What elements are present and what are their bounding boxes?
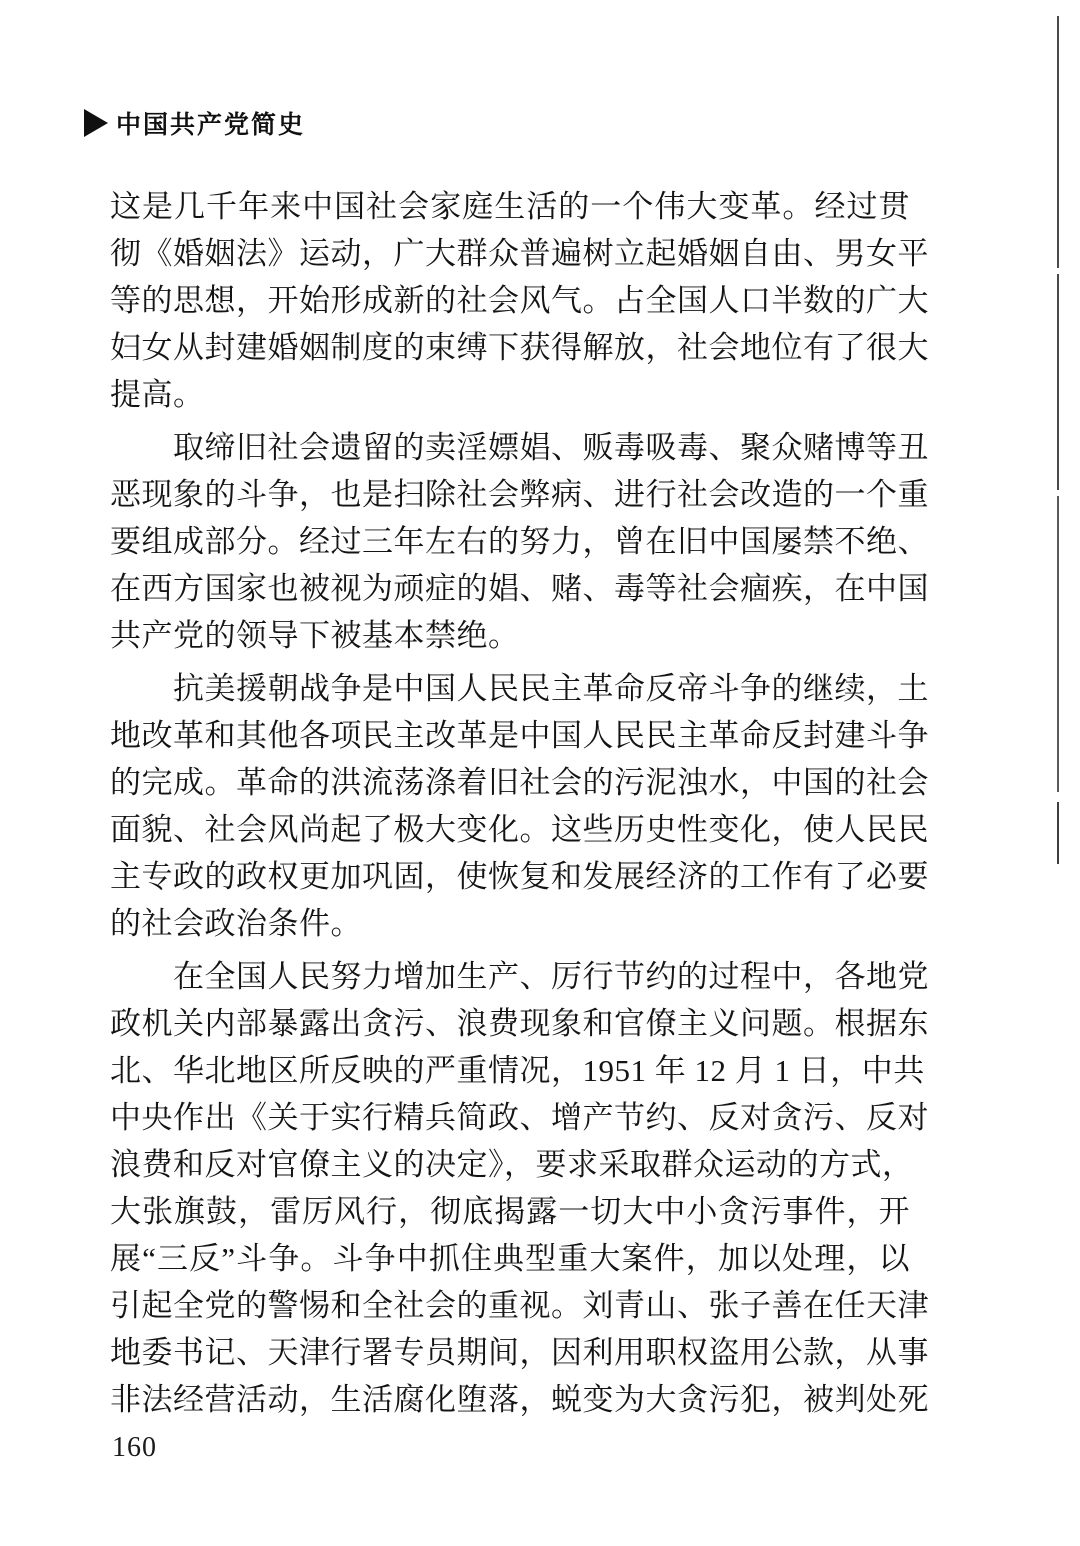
paragraph [110,183,929,418]
text-line: 非法经营活动，生活腐化堕落，蜕变为大贪污犯，被判处死 [110,1382,929,1417]
scan-artifact-line [1057,802,1059,864]
text-line: 浪费和反对官僚主义的决定》，要求采取群众运动的方式， [110,1147,914,1182]
text-line: 取缔旧社会遗留的卖淫嫖娼、贩毒吸毒、聚众赌博等丑 [173,430,929,465]
scan-artifact-line [1057,496,1059,792]
scan-artifact-line [1057,274,1059,490]
text-line: 妇女从封建婚姻制度的束缚下获得解放，社会地位有了很大 [110,330,929,365]
text-line: 要组成部分。经过三年左右的努力，曾在旧中国屡禁不绝、 [110,524,929,559]
text-line: 中央作出《关于实行精兵简政、增产节约、反对贪污、反对 [110,1100,929,1135]
page-number: 160 [112,1432,157,1463]
text-line: 在全国人民努力增加生产、厉行节约的过程中，各地党 [173,959,929,994]
running-header [84,105,305,141]
text-line: 地改革和其他各项民主改革是中国人民民主革命反封建斗争 [110,718,929,753]
text-line: 提高。 [110,377,205,412]
text-line: 共产党的领导下被基本禁绝。 [110,618,520,653]
text-line: 的社会政治条件。 [110,906,362,941]
text-line: 在西方国家也被视为顽症的娼、赌、毒等社会痼疾，在中国 [110,571,929,606]
paragraph [110,953,929,1423]
book-title: 中国共产党简史 [116,111,306,139]
text-line: 政机关内部暴露出贪污、浪费现象和官僚主义问题。根据东 [110,1006,929,1041]
text-line: 大张旗鼓，雷厉风行，彻底揭露一切大中小贪污事件，开 [110,1194,910,1229]
paragraph [110,665,929,947]
text-line: 地委书记、天津行署专员期间，因利用职权盗用公款，从事 [110,1335,929,1370]
text-line: 主专政的政权更加巩固，使恢复和发展经济的工作有了必要 [110,859,929,894]
text-line: 北、华北地区所反映的严重情况，1951 年 12 月 1 日，中共 [110,1053,925,1088]
text-line: 这是几千年来中国社会家庭生活的一个伟大变革。经过贯 [110,189,910,224]
text-line: 彻《婚姻法》运动，广大群众普遍树立起婚姻自由、男女平 [110,236,929,271]
text-line: 抗美援朝战争是中国人民民主革命反帝斗争的继续，土 [173,671,929,706]
paragraph [110,424,929,659]
text-line: 的完成。革命的洪流荡涤着旧社会的污泥浊水，中国的社会 [110,765,929,800]
page-body [110,183,929,1429]
text-line: 面貌、社会风尚起了极大变化。这些历史性变化，使人民民 [110,812,929,847]
triangle-marker-icon [84,109,108,137]
text-line: 引起全党的警惕和全社会的重视。刘青山、张子善在任天津 [110,1288,929,1323]
scan-artifact-line [1057,16,1059,268]
text-line: 等的思想，开始形成新的社会风气。占全国人口半数的广大 [110,283,929,318]
text-line: 展“三反”斗争。斗争中抓住典型重大案件，加以处理，以 [110,1241,910,1276]
text-line: 恶现象的斗争，也是扫除社会弊病、进行社会改造的一个重 [110,477,929,512]
